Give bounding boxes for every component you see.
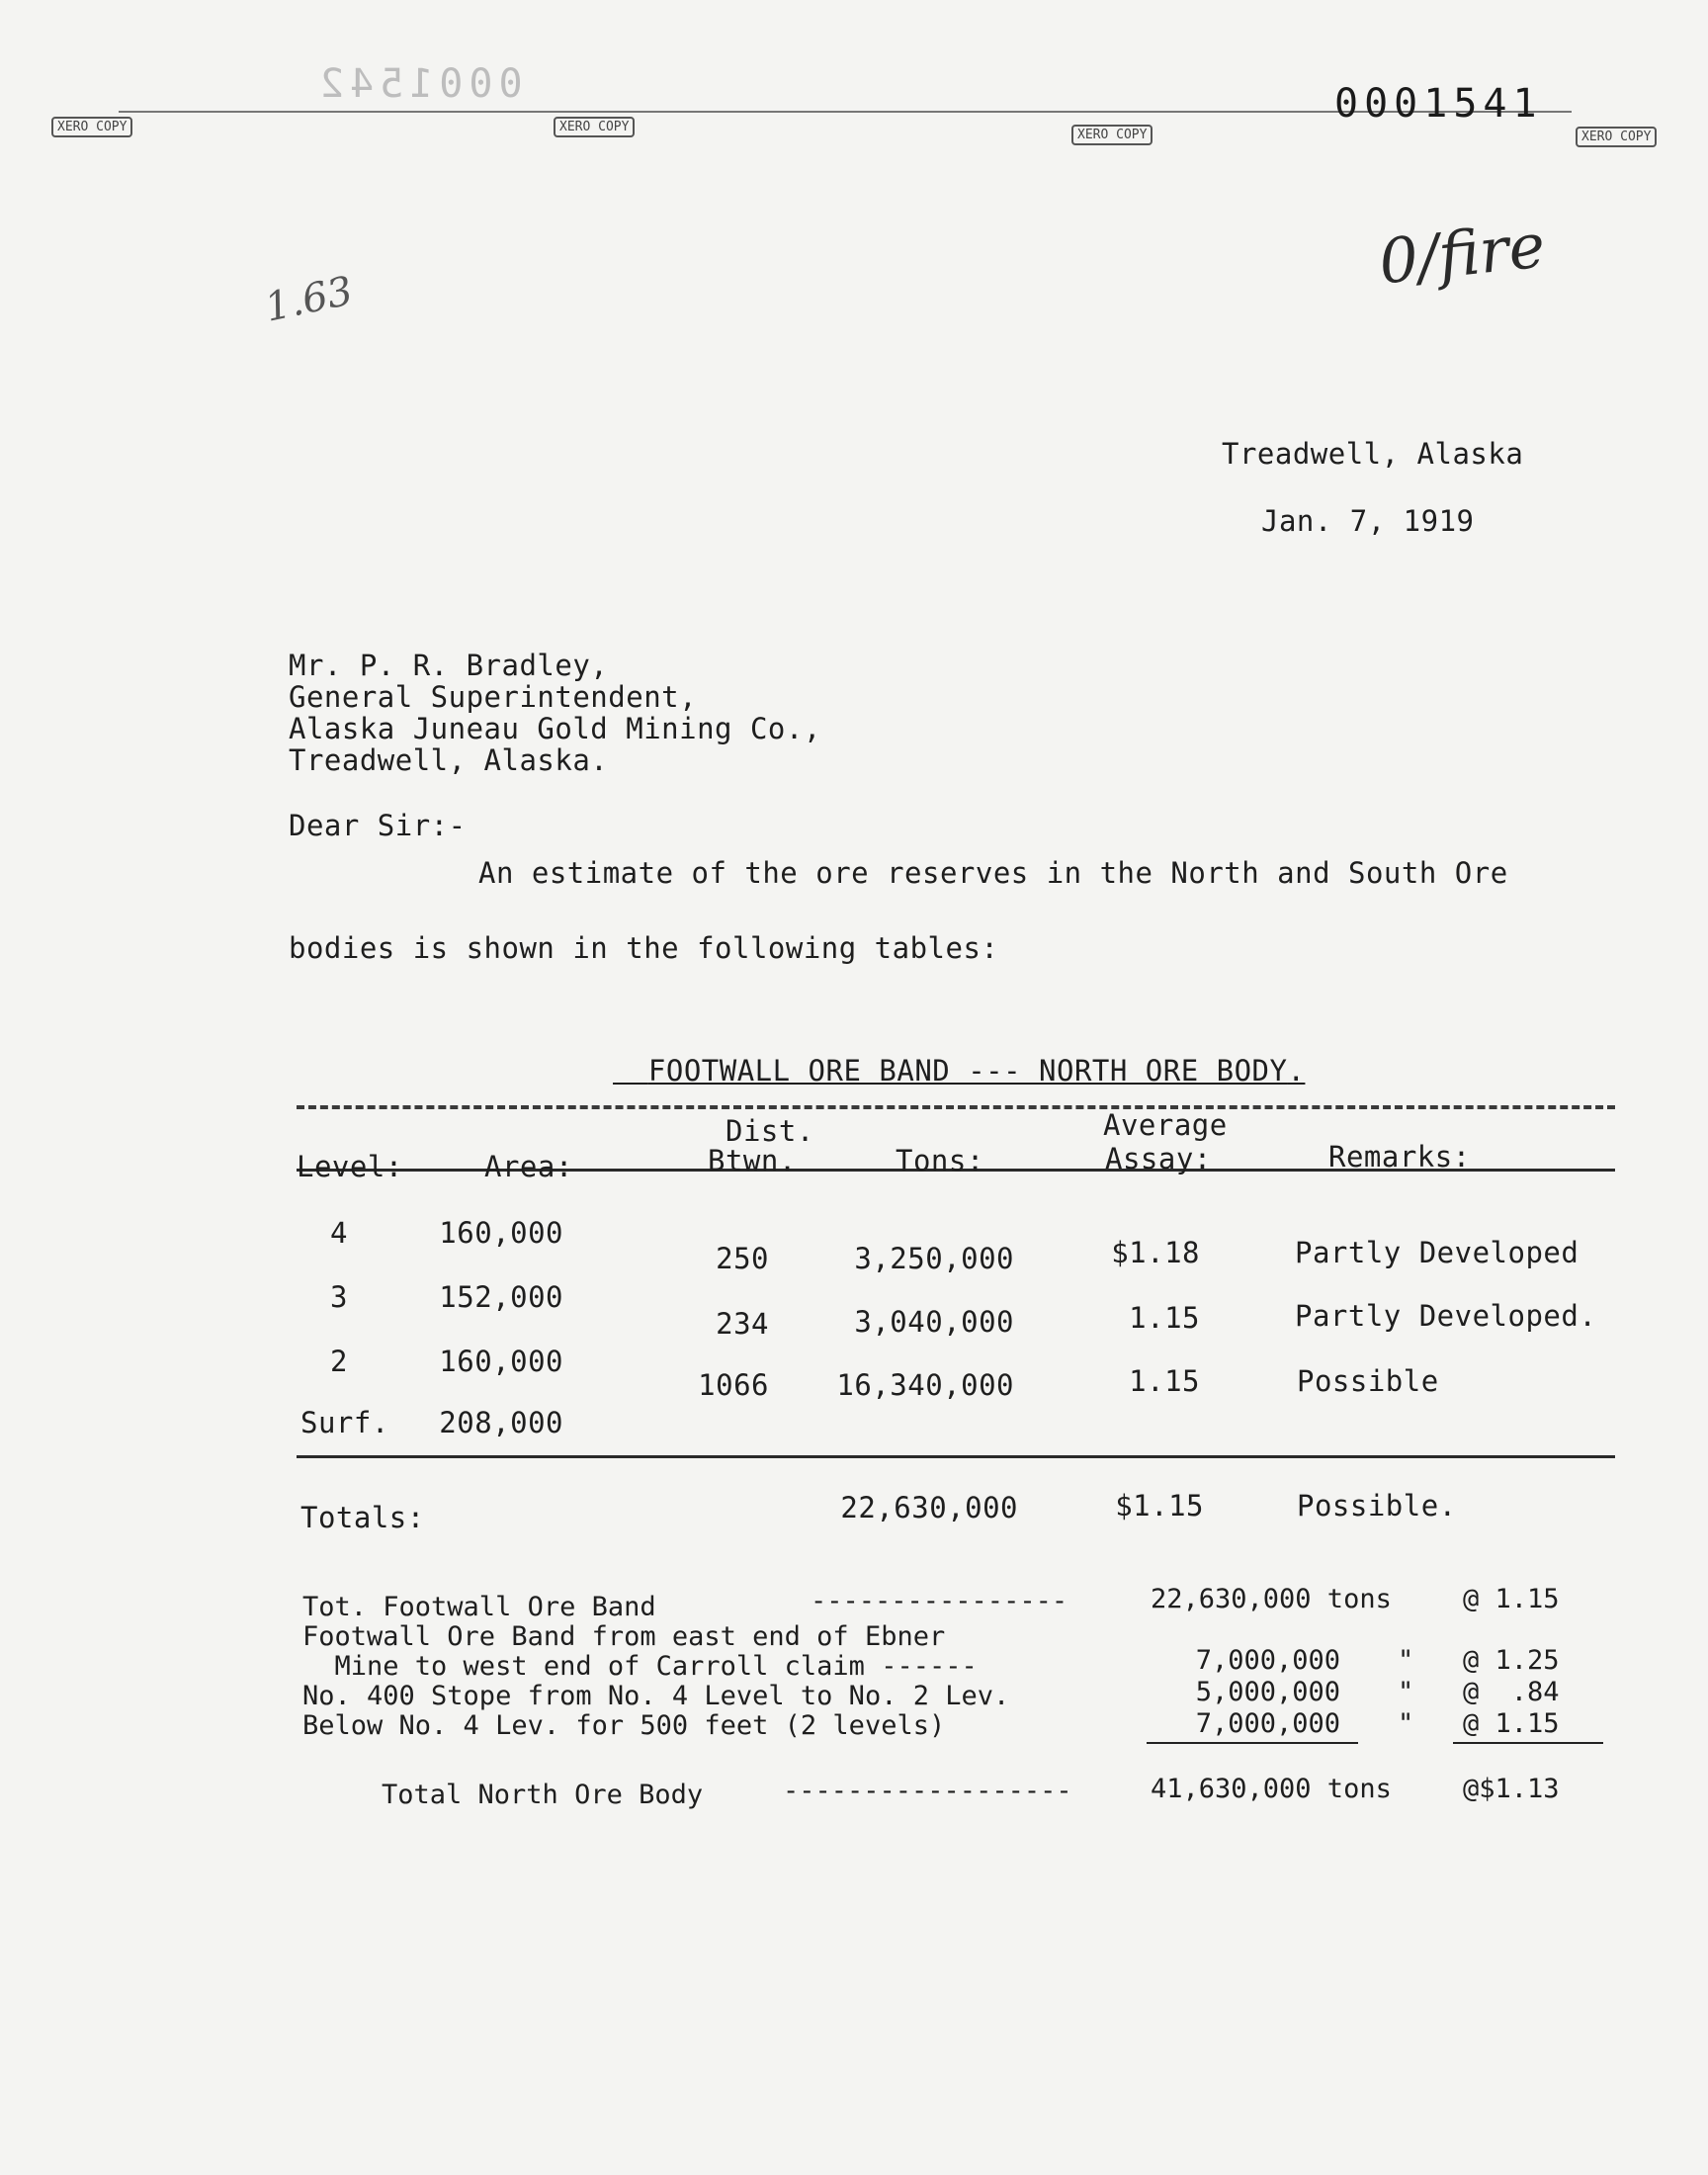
summary-label: Tot. Footwall Ore Band <box>302 1592 656 1622</box>
summary-underline <box>1453 1742 1603 1744</box>
summary-leader: ---------------- <box>811 1586 1068 1616</box>
summary-underline <box>1147 1742 1358 1744</box>
header-assay: Assay: <box>1105 1142 1212 1175</box>
xero-copy-stamp: XERO COPY <box>554 117 635 137</box>
grand-total-label: Total North Ore Body <box>382 1780 704 1810</box>
table-top-rule <box>297 1105 1615 1109</box>
table-title-text: FOOTWALL ORE BAND --- NORTH ORE BODY <box>647 1054 1288 1088</box>
header-tons: Tons: <box>896 1144 984 1177</box>
dist-cell: 234 <box>716 1307 769 1341</box>
summary-label: Mine to west end of Carroll claim ------ <box>302 1651 978 1682</box>
header-remarks: Remarks: <box>1328 1140 1471 1174</box>
area-cell: 208,000 <box>439 1406 563 1439</box>
summary-rate: @ 1.25 <box>1463 1645 1560 1676</box>
recipient-line: Treadwell, Alaska. <box>289 743 609 777</box>
summary-tons: 22,630,000 tons <box>1151 1584 1392 1614</box>
header-dist: Dist. <box>726 1114 814 1148</box>
remark-cell: Possible <box>1297 1364 1439 1398</box>
totals-rule <box>297 1455 1615 1458</box>
summary-rate: @ 1.15 <box>1463 1584 1560 1614</box>
dist-cell: 1066 <box>698 1368 769 1402</box>
body-text: An estimate of the ore reserves in the North and South Ore <box>478 856 1508 890</box>
remark-cell: Partly Developed <box>1295 1236 1580 1269</box>
totals-tons: 22,630,000 <box>840 1491 1018 1524</box>
xero-copy-stamp: XERO COPY <box>51 117 132 137</box>
area-cell: 160,000 <box>439 1345 563 1378</box>
tons-cell: 3,250,000 <box>854 1242 1014 1275</box>
area-cell: 160,000 <box>439 1216 563 1250</box>
summary-rate: @ 1.15 <box>1463 1708 1560 1739</box>
summary-label: Below No. 4 Lev. for 500 feet (2 levels) <box>302 1710 946 1741</box>
grand-total-leader: ------------------ <box>783 1776 1072 1806</box>
header-area: Area: <box>484 1150 573 1183</box>
table-title-period: . <box>1287 1054 1306 1088</box>
summary-tons: 5,000,000 <box>1195 1677 1340 1707</box>
totals-remark: Possible. <box>1297 1489 1457 1522</box>
recipient-line: Mr. P. R. Bradley, <box>289 649 609 682</box>
remark-cell: Partly Developed. <box>1295 1299 1597 1333</box>
summary-rate: @ .84 <box>1463 1677 1560 1707</box>
recipient-line: Alaska Juneau Gold Mining Co., <box>289 712 821 745</box>
totals-assay: $1.15 <box>1115 1489 1204 1522</box>
header-level: Level: <box>297 1150 403 1183</box>
tons-cell: 3,040,000 <box>854 1305 1014 1339</box>
handwritten-note: 1.63 <box>261 268 357 331</box>
recipient-line: General Superintendent, <box>289 680 698 714</box>
summary-tons: 7,000,000 <box>1195 1708 1340 1739</box>
grand-total-tons: 41,630,000 tons <box>1151 1774 1392 1804</box>
area-cell: 152,000 <box>439 1280 563 1314</box>
handwritten-note: 0/fire <box>1375 209 1549 299</box>
level-cell: 3 <box>330 1280 348 1314</box>
salutation: Dear Sir:- <box>289 809 467 842</box>
place: Treadwell, Alaska <box>1222 437 1524 471</box>
level-cell: Surf. <box>300 1406 389 1439</box>
header-dist: Btwn. <box>708 1144 797 1177</box>
level-cell: 4 <box>330 1216 348 1250</box>
header-assay: Average <box>1103 1108 1228 1142</box>
assay-cell: 1.15 <box>1129 1301 1200 1335</box>
xero-copy-stamp: XERO COPY <box>1576 127 1657 147</box>
summary-label: Footwall Ore Band from east end of Ebner <box>302 1621 946 1652</box>
assay-cell: 1.15 <box>1129 1364 1200 1398</box>
summary-label: No. 400 Stope from No. 4 Level to No. 2 Lev. <box>302 1681 1010 1711</box>
summary-tons: 7,000,000 <box>1195 1645 1340 1676</box>
assay-cell: $1.18 <box>1111 1236 1200 1269</box>
grand-total-rate: @$1.13 <box>1463 1774 1560 1804</box>
summary-unit: " <box>1398 1708 1414 1739</box>
table-title <box>613 1020 1305 1088</box>
summary-unit: " <box>1398 1677 1414 1707</box>
xero-copy-stamp: XERO COPY <box>1071 125 1153 145</box>
tons-cell: 16,340,000 <box>836 1368 1014 1402</box>
bleed-through-number: 0001542 <box>314 61 523 107</box>
level-cell: 2 <box>330 1345 348 1378</box>
dist-cell: 250 <box>716 1242 769 1275</box>
body-text: bodies is shown in the following tables: <box>289 931 999 965</box>
summary-unit: " <box>1398 1645 1414 1676</box>
letter-date: Jan. 7, 1919 <box>1261 504 1475 538</box>
totals-label: Totals: <box>300 1501 425 1534</box>
document-number: 0001541 <box>1334 81 1543 127</box>
